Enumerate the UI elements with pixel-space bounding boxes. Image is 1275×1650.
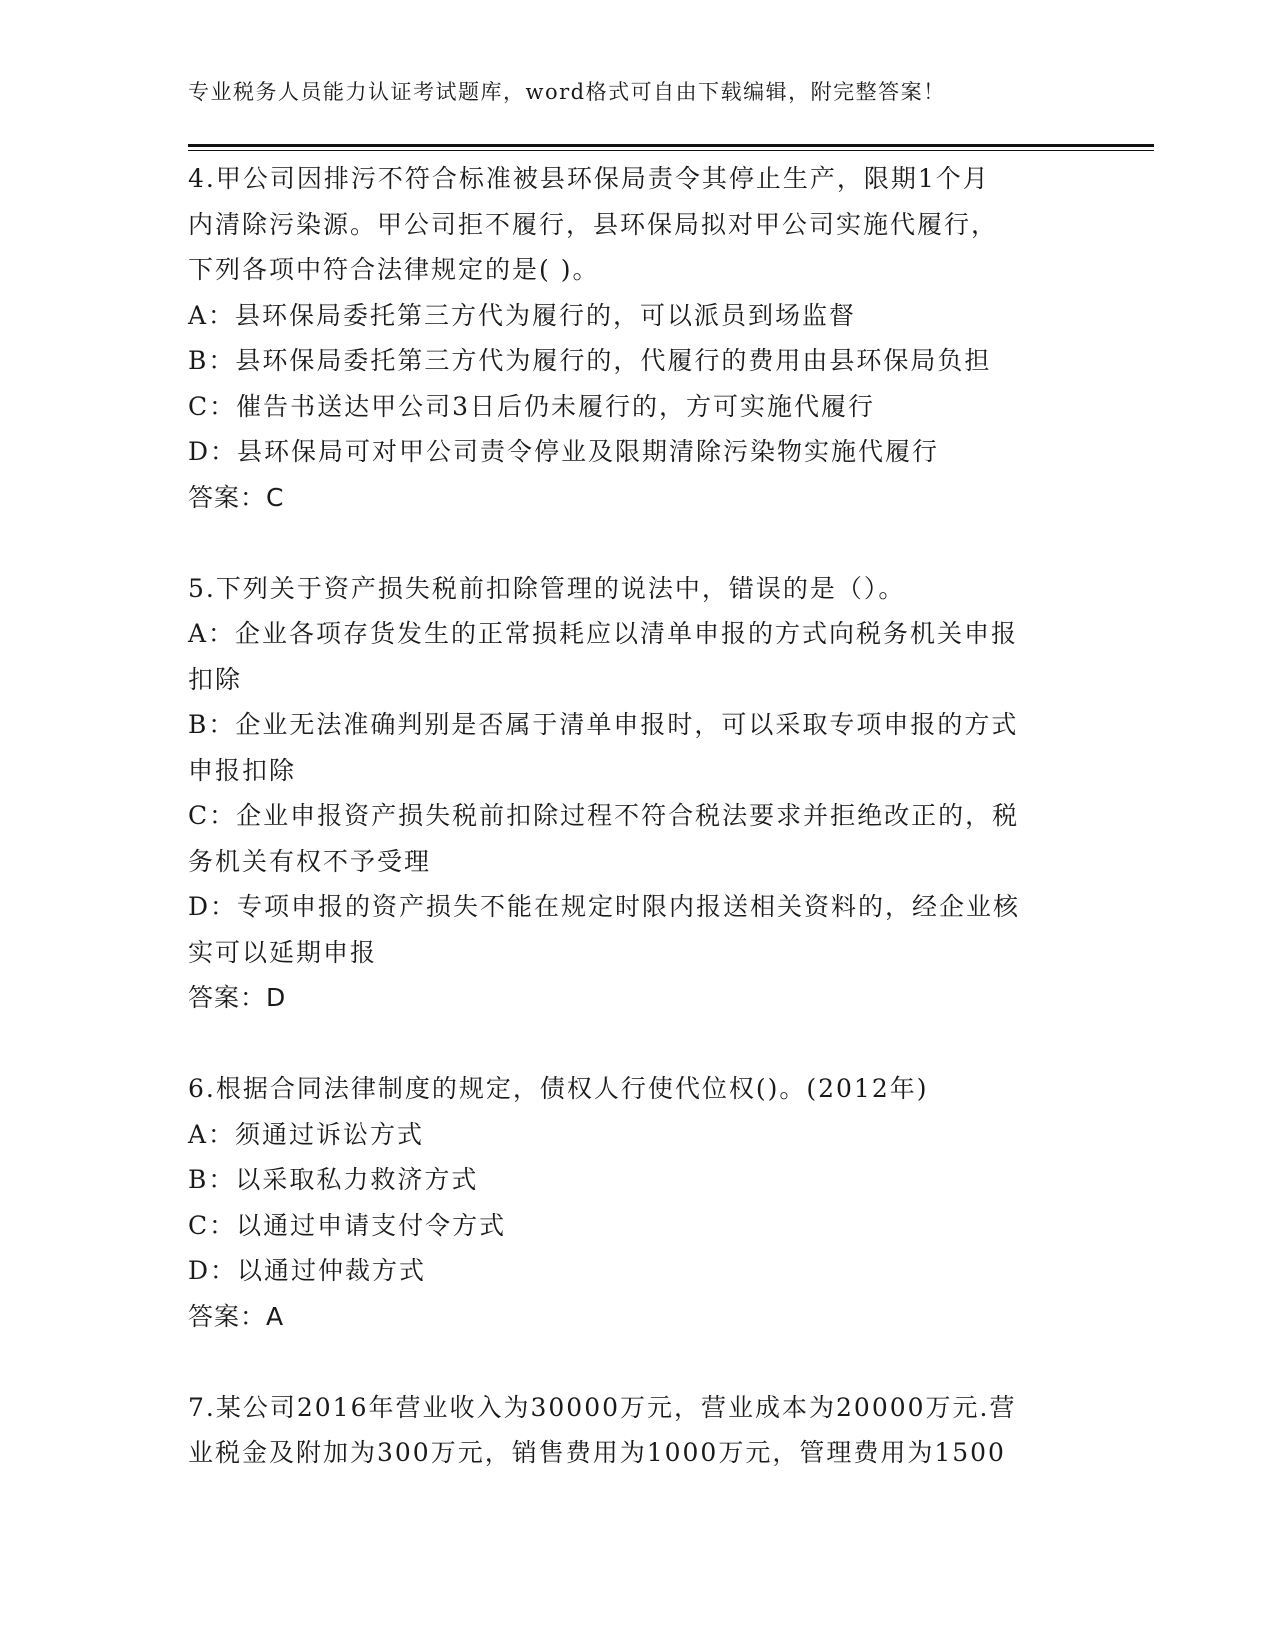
question-block — [188, 156, 1088, 566]
question-line: D：专项申报的资产损失不能在规定时限内报送相关资料的，经企业核 — [188, 892, 1021, 921]
question-line: C：以通过申请支付令方式 — [188, 1210, 507, 1240]
question-line: 4.甲公司因排污不符合标准被县环保局责令其停止生产，限期1个月 — [188, 164, 990, 193]
question-line: 6.根据合同法律制度的规定，债权人行使代位权()。(2012年) — [188, 1074, 929, 1103]
question-line: C：催告书送达甲公司3日后仍未履行的，方可实施代履行 — [188, 391, 876, 421]
question-line: B：以采取私力救济方式 — [188, 1165, 479, 1194]
question-spacer — [188, 1021, 1088, 1067]
question-spacer — [188, 520, 1088, 566]
page-header: 专业税务人员能力认证考试题库，word格式可自由下载编辑，附完整答案！ — [188, 80, 946, 104]
question-line: 5.下列关于资产损失税前扣除管理的说法中，错误的是（）。 — [188, 573, 906, 603]
question-line: B：企业无法准确判别是否属于清单申报时，可以采取专项申报的方式 — [188, 710, 1019, 739]
question-line: 实可以延期申报 — [188, 937, 378, 967]
question-line: 下列各项中符合法律规定的是( )。 — [188, 255, 600, 284]
question-line: C：企业申报资产损失税前扣除过程不符合税法要求并拒绝改正的，税 — [188, 801, 1020, 830]
document-body — [188, 156, 1088, 1476]
question-line: 业税金及附加为300万元，销售费用为1000万元，管理费用为1500 — [188, 1438, 1006, 1467]
question-line: A：企业各项存货发生的正常损耗应以清单申报的方式向税务机关申报 — [188, 619, 1019, 648]
question-block — [188, 1385, 1088, 1476]
header-rule-thin — [188, 150, 1154, 151]
question-line: 扣除 — [188, 664, 243, 694]
question-line: A：县环保局委托第三方代为履行的，可以派员到场监督 — [188, 300, 857, 330]
question-line: D：以通过仲裁方式 — [188, 1256, 427, 1285]
question-spacer — [188, 1339, 1088, 1385]
answer-line: 答案：D — [188, 983, 287, 1012]
answer-line: 答案：C — [188, 482, 285, 512]
question-line: A：须通过诉讼方式 — [188, 1119, 425, 1149]
question-line: 内清除污染源。甲公司拒不履行，县环保局拟对甲公司实施代履行， — [188, 209, 999, 239]
question-block — [188, 1066, 1088, 1385]
answer-line: 答案：A — [188, 1301, 285, 1331]
question-line: 务机关有权不予受理 — [188, 846, 432, 876]
question-line: 申报扣除 — [188, 755, 297, 785]
header-rule-thick — [188, 144, 1154, 147]
question-line: B：县环保局委托第三方代为履行的，代履行的费用由县环保局负担 — [188, 346, 992, 375]
question-line: 7.某公司2016年营业收入为30000万元，营业成本为20000万元.营 — [188, 1392, 1017, 1422]
question-block — [188, 566, 1088, 1067]
question-line: D：县环保局可对甲公司责令停业及限期清除污染物实施代履行 — [188, 437, 940, 466]
